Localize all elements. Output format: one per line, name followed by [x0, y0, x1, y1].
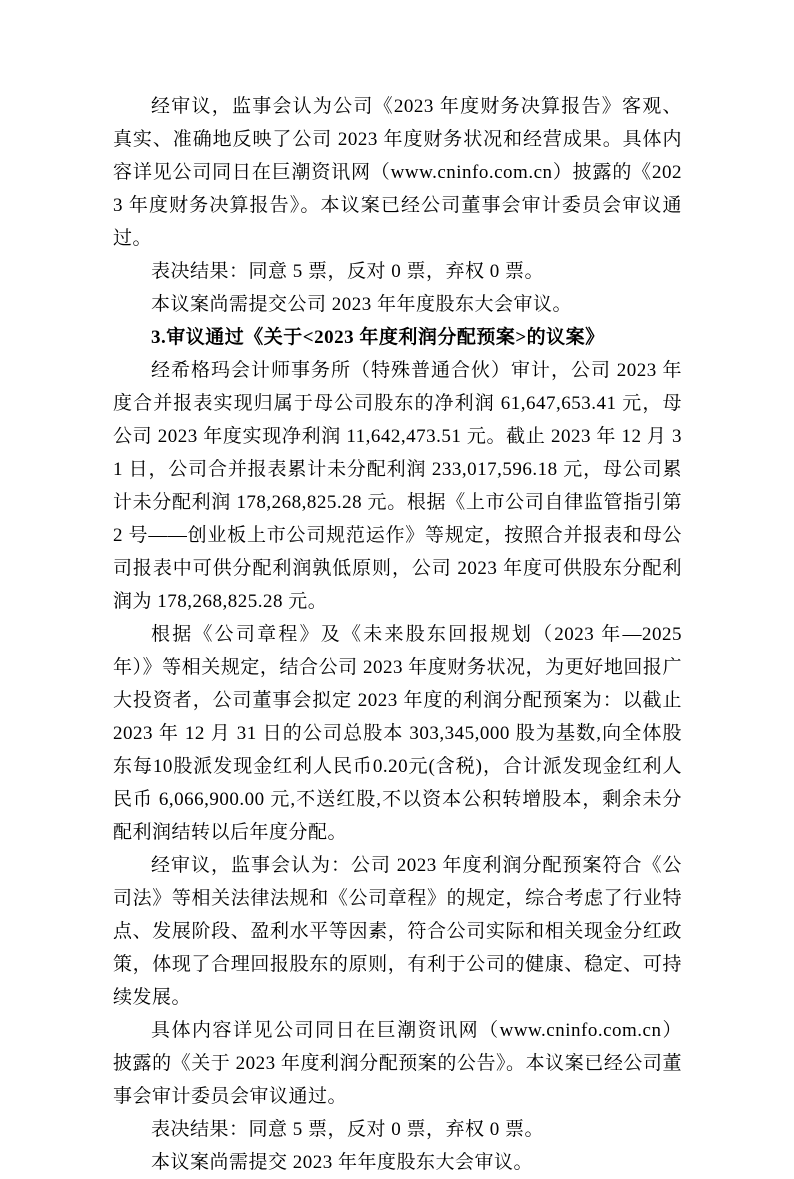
- paragraph: 经希格玛会计师事务所（特殊普通合伙）审计，公司 2023 年度合并报表实现归属于母公司股东的净利润 61,647,653.41 元，母公司 2023 年度实现净利润 11,642,473.51 元。截止 2023 年 12 月 31 日，公司合并报表累计未分配利润 233,017,596.18 元，母公司累计未分配利润 178,268,825.28 元。根据《上市公司自律监管指引第 2 号——创业板上市公司规范运作》等规定，按照合并报表和母公司报表中可供分配利润孰低原则，公司 2023 年度可供股东分配利润为 178,268,825.28 元。: [113, 360, 682, 612]
- paragraph: 具体内容详见公司同日在巨潮资讯网（www.cninfo.com.cn）披露的《关于 2023 年度利润分配预案的公告》。本议案已经公司董事会审计委员会审议通过。: [113, 1020, 682, 1107]
- paragraph: 表决结果：同意 5 票，反对 0 票，弃权 0 票。: [151, 1119, 545, 1140]
- section-heading: 3.审议通过《关于<2023 年度利润分配预案>的议案》: [151, 327, 605, 348]
- paragraph: 本议案尚需提交 2023 年年度股东大会审议。: [151, 1152, 534, 1173]
- paragraph: 表决结果：同意 5 票，反对 0 票，弃权 0 票。: [151, 261, 545, 282]
- paragraph: 本议案尚需提交公司 2023 年年度股东大会审议。: [151, 294, 573, 315]
- document-body: [113, 90, 682, 1179]
- paragraph: 经审议，监事会认为：公司 2023 年度利润分配预案符合《公司法》等相关法律法规和《公司章程》的规定，综合考虑了行业特点、发展阶段、盈利水平等因素，符合公司实际和相关现金分红政策，体现了合理回报股东的原则，有利于公司的健康、稳定、可持续发展。: [113, 855, 682, 1008]
- paragraph: 根据《公司章程》及《未来股东回报规划（2023 年—2025 年）》等相关规定，结合公司 2023 年度财务状况，为更好地回报广大投资者，公司董事会拟定 2023 年度的利润分配预案为：以截止 2023 年 12 月 31 日的公司总股本 303,345,000 股为基数,向全体股东每10股派发现金红利人民币0.20元(含税)，合计派发现金红利人民币 6,066,900.00 元,不送红股,不以资本公积转增股本，剩余未分配利润结转以后年度分配。: [113, 624, 682, 843]
- paragraph: 经审议，监事会认为公司《2023 年度财务决算报告》客观、真实、准确地反映了公司 2023 年度财务状况和经营成果。具体内容详见公司同日在巨潮资讯网（www.cninfo.com.cn）披露的《2023 年度财务决算报告》。本议案已经公司董事会审计委员会审议通过。: [113, 96, 682, 249]
